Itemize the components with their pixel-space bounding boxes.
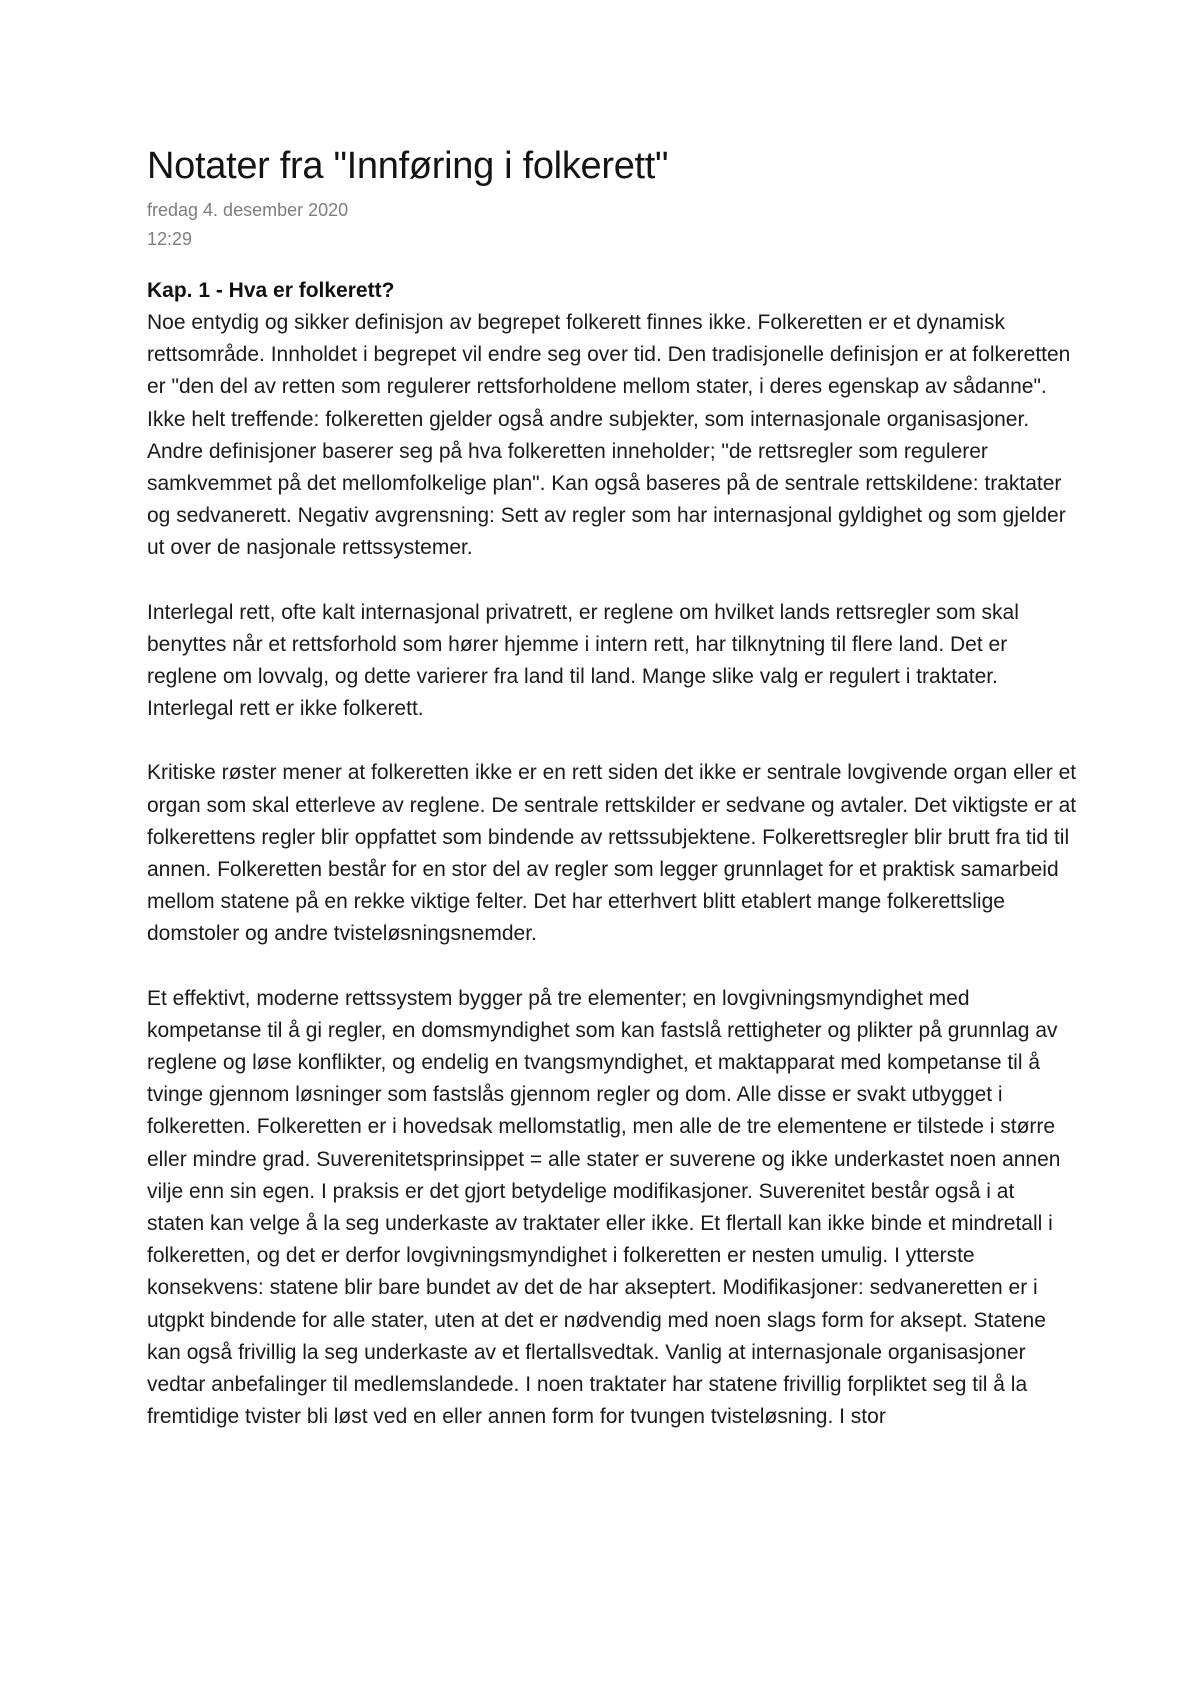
note-time: 12:29 (147, 229, 193, 249)
section-heading: Kap. 1 - Hva er folkerett? (147, 279, 395, 302)
body-paragraph-1: Noe entydig og sikker definisjon av begrepet folkerett finnes ikke. Folkeretten er et dynamisk rettsområde. Innholdet i begrepet vil endre seg over tid. Den tradisjonelle definisjon er at folkeretten er "den del av retten som regulerer rettsforholdene mellom stater, i deres egenskap av sådanne". Ikke helt treffende: folkeretten gjelder også andre subjekter, som internasjonale organisasjoner. Andre definisjoner baserer seg på hva folkeretten inneholder; "de rettsregler som regulerer samkvemmet på det mellomfolkelige plan". Kan også baseres på de sentrale rettskildene: traktater og sedvanerett. Negativ avgrensning: Sett av regler som har internasjonal gyldighet og som gjelder ut over de nasjonale rettssystemer. (147, 311, 1071, 560)
body-paragraph-4: Et effektivt, moderne rettssystem bygger på tre elementer; en lovgivningsmyndighet med kompetanse til å gi regler, en domsmyndighet som kan fastslå rettigheter og plikter på grunnlag av reglene og løse konflikter, og endelig en tvangsmyndighet, et maktapparat med kompetanse til å tvinge gjennom løsninger som fastslås gjennom regler og dom. Alle disse er svakt utbygget i folkeretten. Folkeretten er i hovedsak mellomstatlig, men alle de tre elementene er tilstede i større eller mindre grad. Suverenitetsprinsippet = alle stater er suverene og ikke underkastet noen annen vilje enn sin egen. I praksis er det gjort betydelige modifikasjoner. Suverenitet består også i at staten kan velge å la seg underkaste av traktater eller ikke. Et flertall kan ikke binde et mindretall i folkeretten, og det er derfor lovgivningsmyndighet i folkeretten er nesten umulig. I ytterste konsekvens: statene blir bare bundet av det de har akseptert. Modifikasjoner: sedvaneretten er i utgpkt bindende for alle stater, uten at det er nødvendig med noen slags form for aksept. Statene kan også frivillig la seg underkaste av et flertallsvedtak. Vanlig at internasjonale organisasjoner vedtar anbefalinger til medlemslandede. I noen traktater har statene frivillig forpliktet seg til å la fremtidige tvister bli løst ved en eller annen form for tvungen tvisteløsning. I stor (147, 986, 1061, 1429)
note-date: fredag 4. desember 2020 (147, 200, 349, 220)
body-paragraph-2: Interlegal rett, ofte kalt internasjonal privatrett, er reglene om hvilket lands rettsregler som skal benyttes når et rettsforhold som hører hjemme i intern rett, har tilknytning til flere land. Det er reglene om lovvalg, og dette varierer fra land til land. Mange slike valg er regulert i traktater. Interlegal rett er ikke folkerett. (147, 600, 1019, 721)
note-page (147, 140, 1077, 1434)
body-paragraph-3: Kritiske røster mener at folkeretten ikke er en rett siden det ikke er sentrale lovgivende organ eller et organ som skal etterleve av reglene. De sentrale rettskilder er sedvane og avtaler. Det viktigste er at folkerettens regler blir oppfattet som bindende av rettssubjektene. Folkerettsregler blir brutt fra tid til annen. Folkeretten består for en stor del av regler som legger grunnlaget for et praktisk samarbeid mellom statene på en rekke viktige felter. Det har etterhvert blitt etablert mange folkerettslige domstoler og andre tvisteløsningsnemder. (147, 761, 1077, 946)
page-title: Notater fra "Innføring i folkerett" (147, 145, 669, 187)
